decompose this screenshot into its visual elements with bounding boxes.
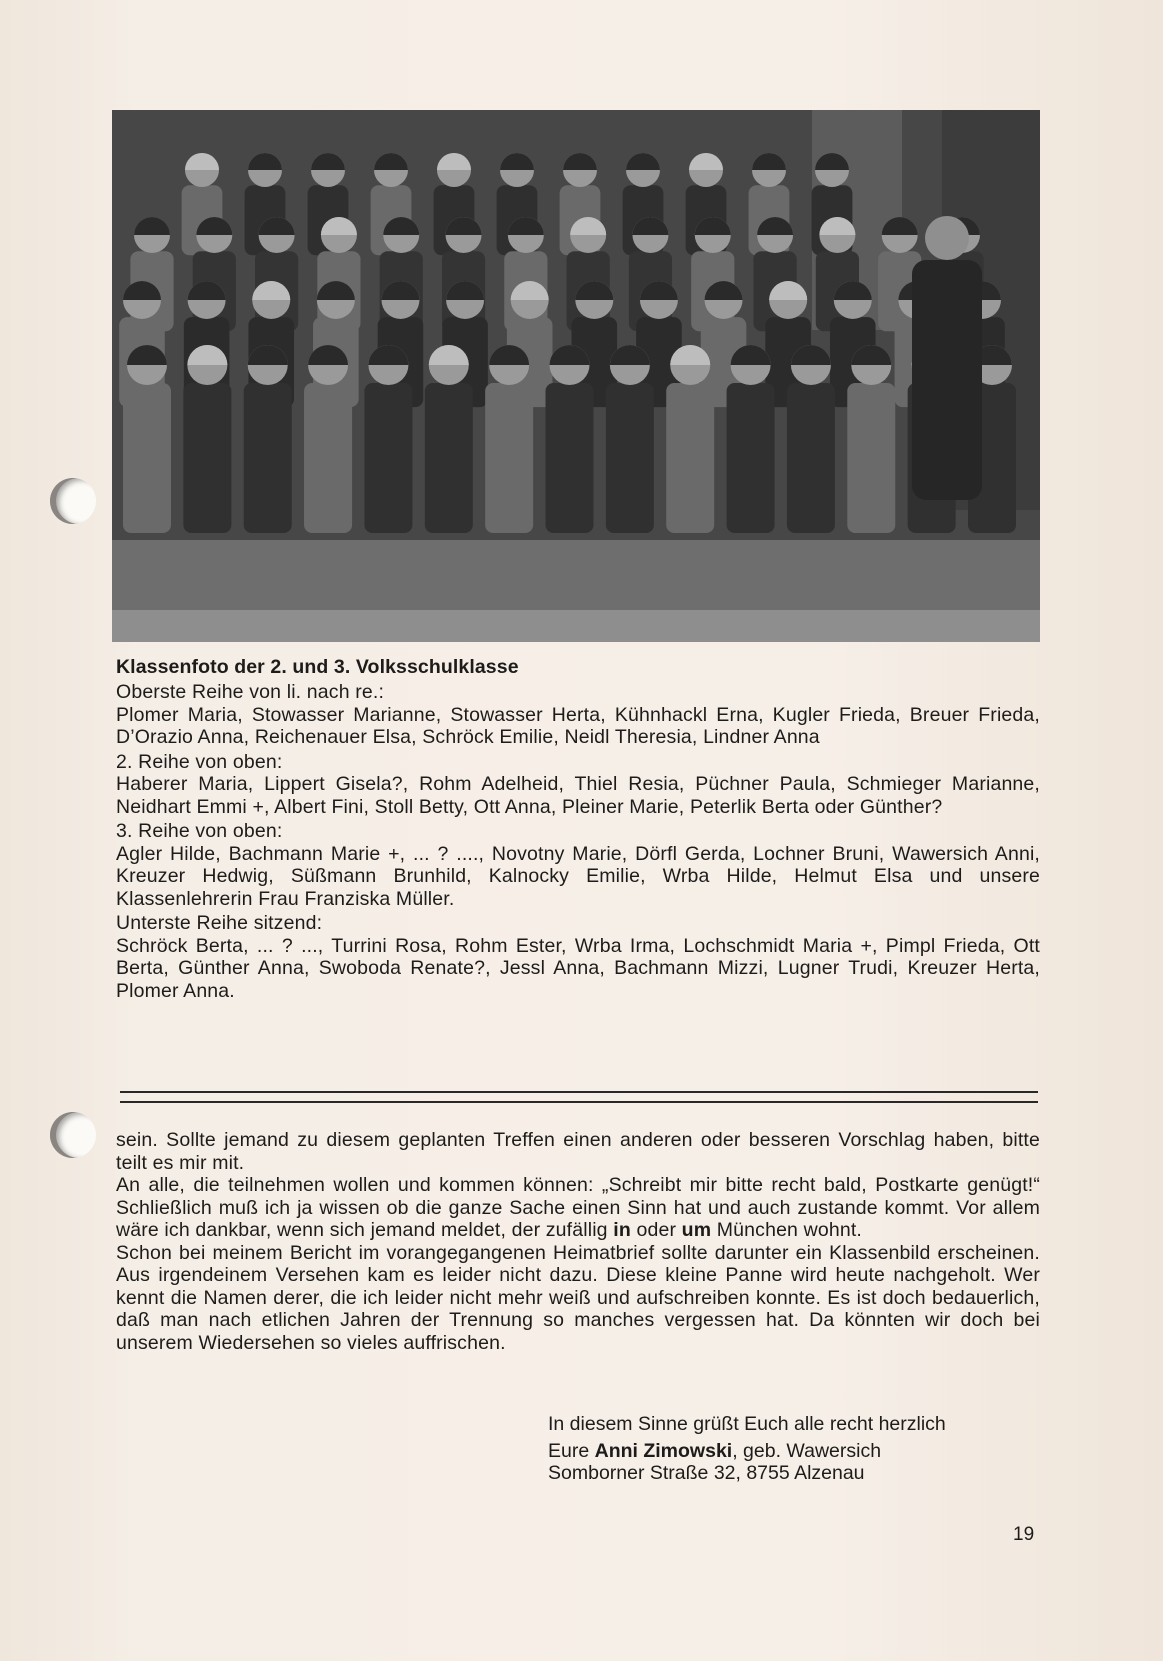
row1-names: Plomer Maria, Stowasser Marianne, Stowasser Herta, Kühnhackl Erna, Kugler Frieda, Breuer Frieda, D’Orazio Anna, Reichenauer Elsa, Schröck Emilie, Neidl Theresia, Lindner Anna — [116, 703, 1040, 748]
punch-hole-top — [50, 478, 96, 524]
signature-name-line — [548, 1440, 1048, 1463]
section-divider — [120, 1091, 1038, 1103]
row4-names: Schröck Berta, ... ? ..., Turrini Rosa, Rohm Ester, Wrba Irma, Lochschmidt Maria +, Pimpl Frieda, Ott Berta, Günther Anna, Swoboda Renate?, Jessl Anna, Bachmann Mizzi, Lugner Trudi, Kreuzer Herta, Plomer Anna. — [116, 934, 1040, 1002]
class-photo — [112, 110, 1040, 642]
row3-names: Agler Hilde, Bachmann Marie +, ... ? ...., Novotny Marie, Dörfl Gerda, Lochner Bruni, Wawersich Anni, Kreuzer Hedwig, Süßmann Brunhild, Kalnocky Emilie, Wrba Hilde, Helmut Elsa und unsere Klassenlehrerin Frau Franziska Müller. — [116, 842, 1040, 910]
caption-body — [116, 681, 1040, 1002]
letter-paragraph-2 — [116, 1174, 1040, 1242]
letter-p2-oder: oder — [630, 1219, 682, 1241]
signature-prefix: Eure — [548, 1439, 595, 1462]
class-photo-graphic — [112, 110, 1040, 642]
letter-p2-start: An alle, die teilnehmen wollen und kommen können: „Schreibt mir bitte recht bald, Postkarte genügt!“ Schließlich muß ich ja wissen ob die ganze Sache einen Sinn hat und auch zustande kommt. Vor allem wäre ich dankbar, wenn sich jemand meldet, der zufällig — [116, 1174, 1040, 1241]
signature-address: Somborner Straße 32, 8755 Alzenau — [548, 1462, 865, 1484]
signature-suffix: , geb. Wawersich — [732, 1439, 882, 1462]
signature-block — [548, 1413, 1048, 1485]
row3-heading: 3. Reihe von oben: — [116, 820, 283, 842]
caption-title: Klassenfoto der 2. und 3. Volksschulklasse — [116, 656, 519, 678]
letter-p2-end: München wohnt. — [711, 1219, 862, 1241]
row2-names: Haberer Maria, Lippert Gisela?, Rohm Adelheid, Thiel Resia, Püchner Paula, Schmieger Marianne, Neidhart Emmi +, Albert Fini, Stoll Betty, Ott Anna, Pleiner Marie, Peterlik Berta oder Günther? — [116, 773, 1040, 818]
page-number: 19 — [1013, 1524, 1035, 1545]
row2-heading: 2. Reihe von oben: — [116, 750, 283, 773]
signature-greeting: In diesem Sinne grüßt Euch alle recht herzlich — [548, 1413, 946, 1435]
letter-p2-in: in — [613, 1219, 631, 1241]
row4-heading: Unterste Reihe sitzend: — [116, 912, 323, 934]
punch-hole-bottom — [50, 1112, 96, 1158]
letter-body — [116, 1129, 1040, 1354]
letter-p2-um: um — [681, 1219, 712, 1241]
signature-name: Anni Zimowski — [594, 1439, 733, 1462]
letter-paragraph-1: sein. Sollte jemand zu diesem geplanten Treffen einen anderen oder besseren Vorschlag haben, bitte teilt es mir mit. — [116, 1129, 1040, 1174]
row1-heading: Oberste Reihe von li. nach re.: — [116, 681, 385, 703]
letter-paragraph-3: Schon bei meinem Bericht im vorangegangenen Heimatbrief sollte darunter ein Klassenbild erscheinen. Aus irgendeinem Versehen kam es leider nicht dazu. Diese kleine Panne wird heute nachgeholt. Wer kennt die Namen derer, die ich leider nicht mehr weiß und aufschreiben konnte. Es ist doch bedauerlich, daß man nach etlichen Jahren der Trennung so manches vergessen hat. Da könnten wir doch bei unserem Wiedersehen so vieles auffrischen. — [116, 1241, 1040, 1354]
